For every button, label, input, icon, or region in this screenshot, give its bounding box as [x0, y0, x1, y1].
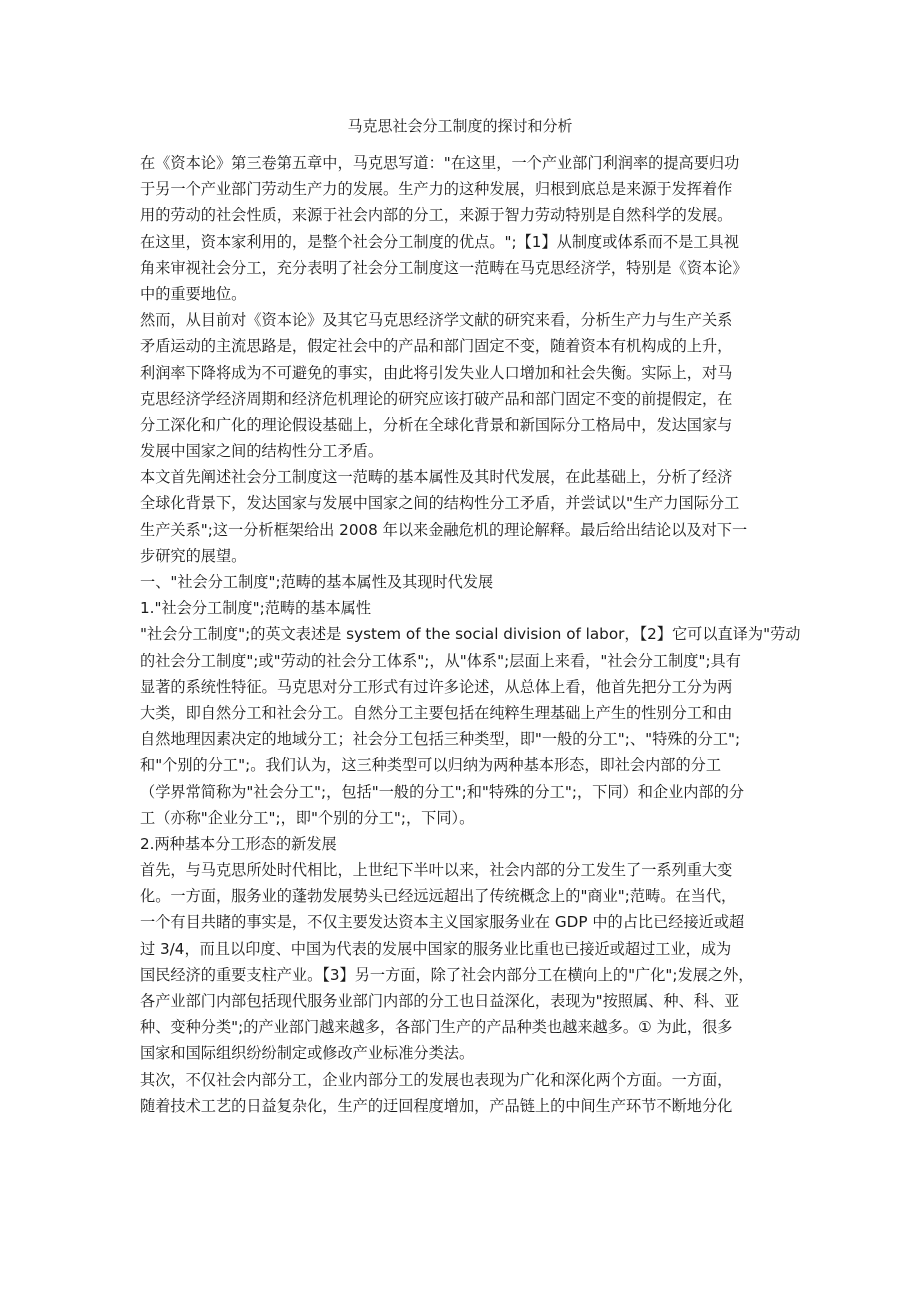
text-line: 一个有目共睹的事实是，不仅主要发达资本主义国家服务业在 GDP 中的占比已经接近或超 — [140, 913, 745, 932]
text-line: 步研究的展望。 — [140, 546, 247, 565]
text-line: 和"个别的分工";。我们认为，这三种类型可以归纳为两种基本形态，即社会内部的分工 — [140, 756, 722, 775]
text-line: 利润率下降将成为不可避免的事实，由此将引发失业人口增加和社会失衡。实际上，对马 — [140, 363, 733, 382]
text-line: 工（亦称"企业分工";，即"个别的分工";，下同）。 — [140, 808, 475, 827]
text-line: 大类，即自然分工和社会分工。自然分工主要包括在纯粹生理基础上产生的性别分工和由 — [140, 703, 733, 722]
text-line: 自然地理因素决定的地域分工；社会分工包括三种类型，即"一般的分工";、"特殊的分工"; — [140, 730, 741, 749]
text-line: 本文首先阐述社会分工制度这一范畴的基本属性及其时代发展，在此基础上，分析了经济 — [140, 468, 733, 487]
text-line: 克思经济学经济周期和经济危机理论的研究应该打破产品和部门固定不变的前提假定，在 — [140, 389, 733, 408]
text-line: 随着技术工艺的日益复杂化，生产的迂回程度增加，产品链上的中间生产环节不断地分化 — [140, 1096, 733, 1115]
text-line: 生产关系";这一分析框架给出 2008 年以来金融危机的理论解释。最后给出结论以及对下一 — [140, 520, 748, 539]
text-line: （学界常简称为"社会分工";，包括"一般的分工";和"特殊的分工";，下同）和企业内部的分 — [140, 782, 745, 801]
text-line: 然而，从目前对《资本论》及其它马克思经济学文献的研究来看，分析生产力与生产关系 — [140, 311, 733, 330]
text-line: 发展中国家之间的结构性分工矛盾。 — [140, 442, 383, 461]
text-line: 分工深化和广化的理论假设基础上，分析在全球化背景和新国际分工格局中，发达国家与 — [140, 415, 733, 434]
text-line: 全球化背景下，发达国家与发展中国家之间的结构性分工矛盾，并尝试以"生产力国际分工 — [140, 494, 740, 513]
text-line: 种、变种分类";的产业部门越来越多，各部门生产的产品种类也越来越多。① 为此，很多 — [140, 1018, 733, 1037]
text-line: 首先，与马克思所处时代相比，上世纪下半叶以来，社会内部的分工发生了一系列重大变 — [140, 861, 733, 880]
document-body — [140, 150, 801, 1119]
subsection-heading: 2.两种基本分工形态的新发展 — [140, 834, 337, 853]
text-line: 国民经济的重要支柱产业。【3】另一方面，除了社会内部分工在横向上的"广化";发展之外， — [140, 965, 754, 984]
text-line: 化。一方面，服务业的蓬勃发展势头已经远远超出了传统概念上的"商业";范畴。在当代， — [140, 887, 737, 906]
text-line: "社会分工制度";的英文表述是 system of the social division of labor，【2】它可以直译为"劳动 — [140, 625, 801, 644]
document-title: 马克思社会分工制度的探讨和分析 — [347, 117, 573, 135]
text-line: 于另一个产业部门劳动生产力的发展。生产力的这种发展，归根到底总是来源于发挥着作 — [140, 180, 733, 199]
text-line: 显著的系统性特征。马克思对分工形式有过许多论述，从总体上看，他首先把分工分为两 — [140, 677, 733, 696]
text-line: 角来审视社会分工，充分表明了社会分工制度这一范畴在马克思经济学，特别是《资本论》 — [140, 258, 748, 277]
section-heading: 一、"社会分工制度";范畴的基本属性及其现时代发展 — [140, 573, 494, 591]
text-line: 其次，不仅社会内部分工，企业内部分工的发展也表现为广化和深化两个方面。一方面， — [140, 1070, 733, 1089]
subsection-heading: 1."社会分工制度";范畴的基本属性 — [140, 599, 372, 618]
text-line: 国家和国际组织纷纷制定或修改产业标准分类法。 — [140, 1044, 475, 1063]
text-line: 在《资本论》第三卷第五章中，马克思写道："在这里，一个产业部门利润率的提高要归功 — [140, 154, 740, 172]
text-line: 的社会分工制度";或"劳动的社会分工体系";，从"体系";层面上来看，"社会分工制度";具有 — [140, 651, 741, 670]
text-line: 在这里，资本家利用的，是整个社会分工制度的优点。";【1】从制度或体系而不是工具视 — [140, 232, 739, 251]
text-line: 中的重要地位。 — [140, 284, 247, 303]
text-line: 各产业部门内部包括现代服务业部门内部的分工也日益深化，表现为"按照属、种、科、亚 — [140, 992, 740, 1010]
text-line: 过 3/4，而且以印度、中国为代表的发展中国家的服务业比重也已接近或超过工业，成为 — [140, 939, 732, 958]
text-line: 矛盾运动的主流思路是，假定社会中的产品和部门固定不变，随着资本有机构成的上升， — [140, 337, 733, 356]
text-line: 用的劳动的社会性质，来源于社会内部的分工，来源于智力劳动特别是自然科学的发展。 — [140, 206, 733, 225]
